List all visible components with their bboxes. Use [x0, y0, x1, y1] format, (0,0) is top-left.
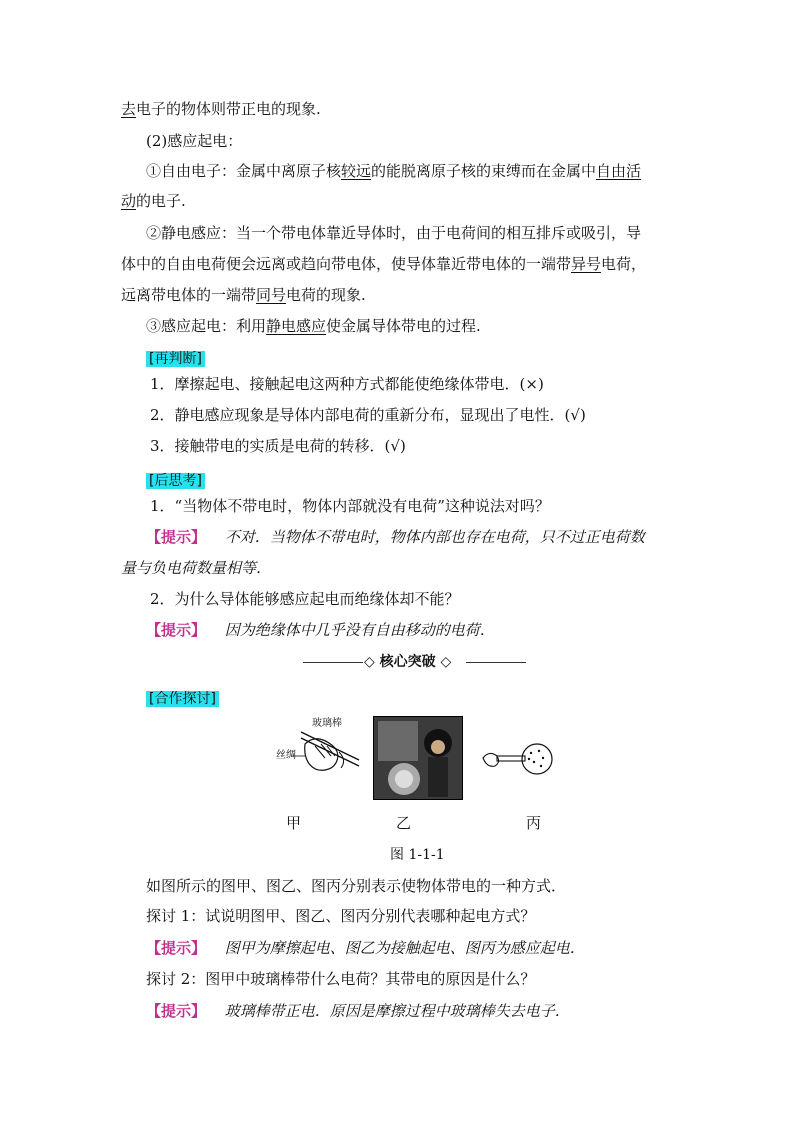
hint-line: 【提示】 不对．当物体不带电时，物体内部也存在电荷，只不过正电荷数 [146, 528, 645, 546]
cooperate-tag: [合作探讨] [146, 688, 219, 709]
caption-jia: 甲 [286, 814, 302, 832]
question: 探讨 1：试说明图甲、图乙、图丙分别代表哪种起电方式？ [146, 907, 536, 925]
divider-right [466, 662, 526, 663]
hint-label: 【提示】 [146, 621, 207, 639]
question: 2．为什么导体能够感应起电而绝缘体却不能？ [150, 590, 460, 608]
text-line: 体中的自由电荷便会远离或趋向带电体，使导体靠近带电体的一端带异号电荷， [121, 255, 647, 273]
figure-caption: 图 1-1-1 [390, 847, 445, 863]
figure-contact-photo [373, 716, 463, 800]
hint-label: 【提示】 [146, 939, 207, 957]
figure-induction [479, 738, 554, 782]
caption-bing: 丙 [526, 814, 542, 832]
rejudge-tag: [再判断] [146, 348, 205, 369]
label-glass-rod: 玻璃棒 [312, 718, 342, 729]
text-line: ③感应起电：利用静电感应使金属导体带电的过程. [146, 317, 481, 335]
list-item: 2．静电感应现象是导体内部电荷的重新分布，显现出了电性．(√) [150, 406, 586, 424]
divider-left [303, 662, 363, 663]
hint-line: 【提示】 玻璃棒带正电．原因是摩擦过程中玻璃棒失去电子． [146, 1002, 570, 1020]
think-tag: [后思考] [146, 470, 205, 491]
list-item: 3．接触带电的实质是电荷的转移．(√) [150, 437, 406, 455]
text-line: ②静电感应：当一个带电体靠近导体时，由于电荷间的相互排斥或吸引，导 [146, 224, 642, 242]
text-line: 如图所示的图甲、图乙、图丙分别表示使物体带电的一种方式． [146, 877, 567, 895]
hint-line: 【提示】 因为绝缘体中几乎没有自由移动的电荷． [146, 621, 495, 639]
hint-line: 【提示】 图甲为摩擦起电、图乙为接触起电、图丙为感应起电． [146, 939, 585, 957]
label-silk: 丝绸 [276, 750, 296, 761]
text-line: 去电子的物体则带正电的现象. [121, 100, 321, 118]
subheading-induction: (2)感应起电： [146, 132, 243, 150]
text-line: ①自由电子：金属中离原子核较远的能脱离原子核的束缚而在金属中自由活 [146, 162, 642, 180]
question: 1．“当物体不带电时，物体内部就没有电荷”这种说法对吗？ [150, 497, 550, 515]
hint-label: 【提示】 [146, 1002, 207, 1020]
caption-yi: 乙 [396, 814, 412, 832]
question: 探讨 2：图甲中玻璃棒带什么电荷？其带电的原因是什么？ [146, 970, 536, 988]
text-line: 远离带电体的一端带同号电荷的现象. [121, 286, 366, 304]
section-title: ◇ 核心突破 ◇ [364, 654, 452, 670]
hint-label: 【提示】 [146, 528, 207, 546]
photo-illustration [374, 717, 462, 799]
hint-line: 量与负电荷数量相等． [121, 559, 272, 577]
text-line: 动的电子. [121, 192, 186, 210]
list-item: 1．摩擦起电、接触起电这两种方式都能使绝缘体带电．(×) [150, 375, 544, 393]
